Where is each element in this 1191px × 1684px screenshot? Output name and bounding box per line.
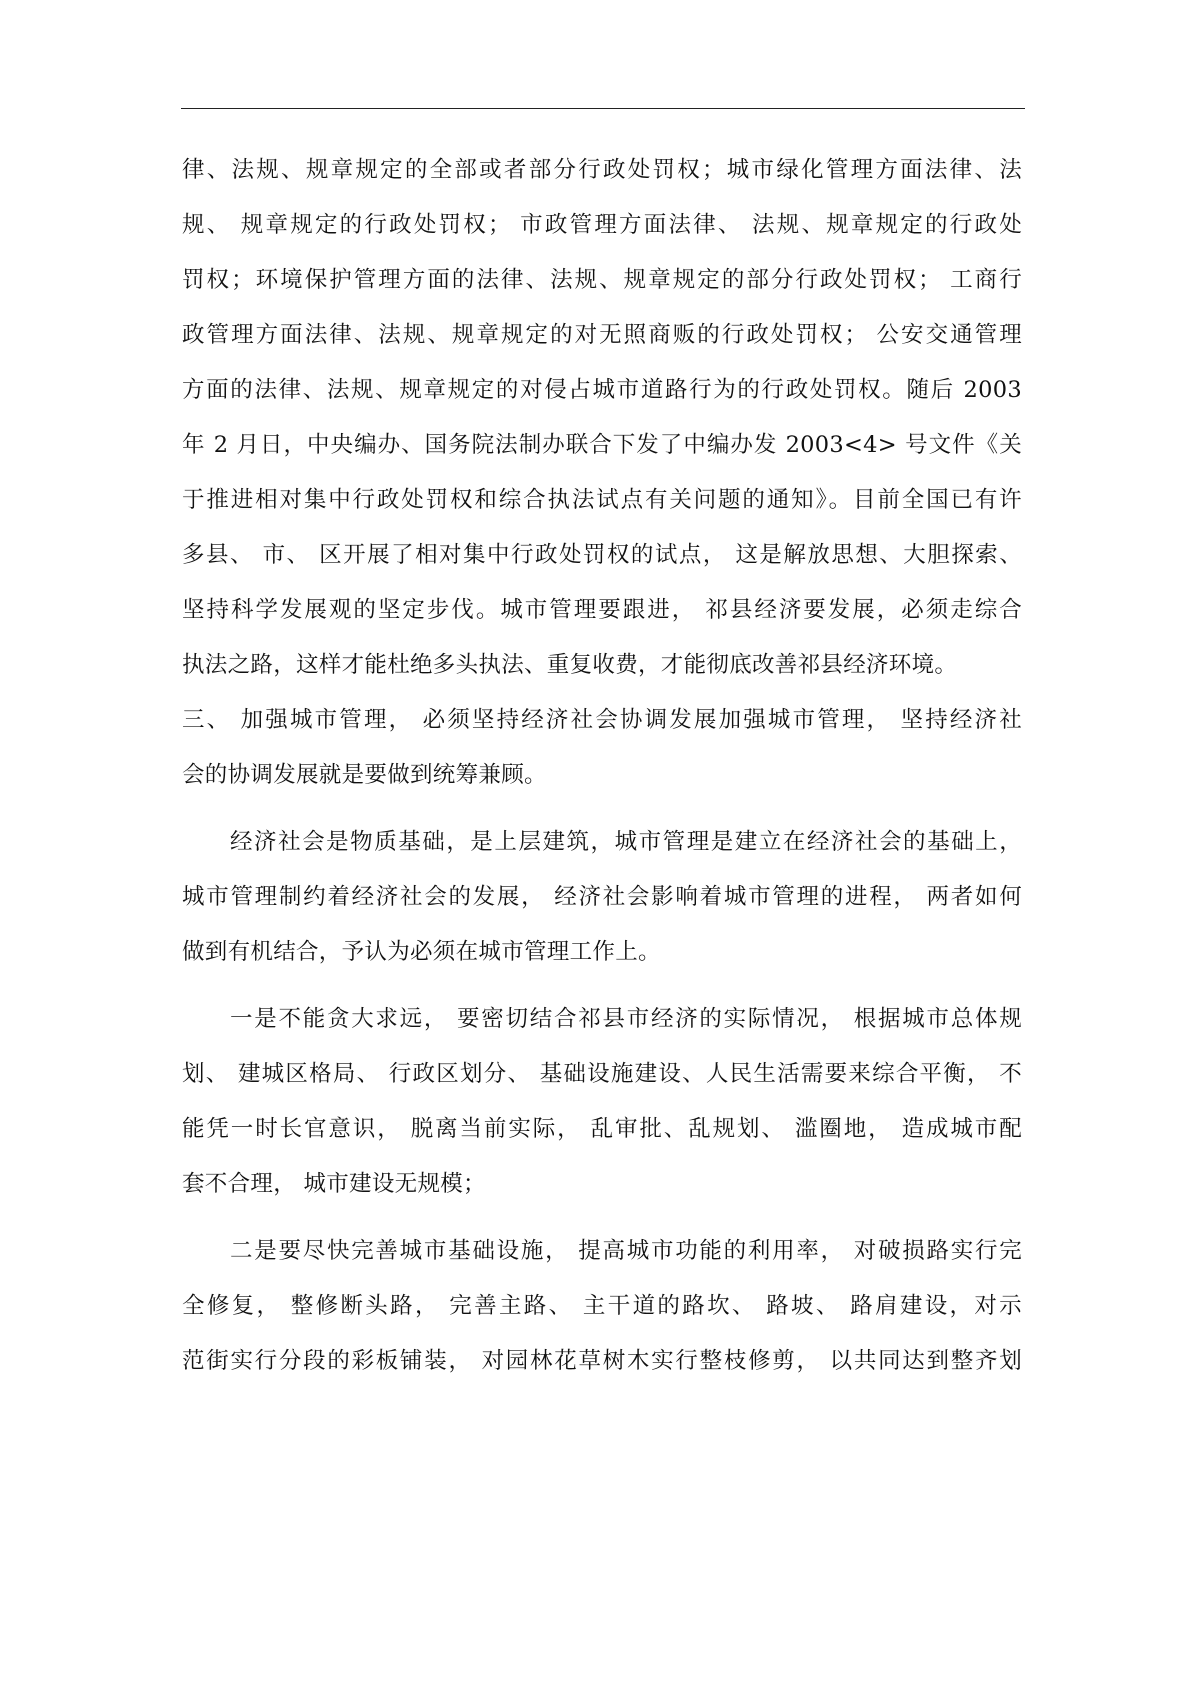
paragraph-first-line: 经济社会是物质基础，是上层建筑，城市管理是建立在经济社会的基础上， [230, 829, 1022, 855]
text-line: 能凭一时长官意识， 脱离当前实际， 乱审批、乱规划、 滥圈地， 造成城市配 [182, 1116, 1022, 1142]
text-line: 多县、 市、 区开展了相对集中行政处罚权的试点， 这是解放思想、大胆探索、 [182, 542, 1022, 568]
paragraph-first-line: 二是要尽快完善城市基础设施， 提高城市功能的利用率， 对破损路实行完 [230, 1238, 1022, 1264]
text-line: 律、法规、规章规定的全部或者部分行政处罚权；城市绿化管理方面法律、法 [182, 157, 1022, 183]
text-line: 坚持科学发展观的坚定步伐。城市管理要跟进， 祁县经济要发展，必须走综合 [182, 597, 1022, 623]
text-line: 方面的法律、法规、规章规定的对侵占城市道路行为的行政处罚权。随后 2003 [182, 377, 1022, 403]
text-line: 范街实行分段的彩板铺装， 对园林花草树木实行整枝修剪， 以共同达到整齐划 [182, 1348, 1022, 1374]
text-line: 执法之路，这样才能杜绝多头执法、重复收费，才能彻底改善祁县经济环境。 [182, 652, 958, 678]
text-line: 全修复， 整修断头路， 完善主路、 主干道的路坎、 路坡、 路肩建设，对示 [182, 1293, 1022, 1319]
section-heading-line: 三、 加强城市管理， 必须坚持经济社会协调发展加强城市管理， 坚持经济社 [182, 707, 1022, 733]
text-line: 套不合理， 城市建设无规模； [182, 1171, 486, 1197]
text-line: 规、 规章规定的行政处罚权； 市政管理方面法律、 法规、规章规定的行政处 [182, 212, 1022, 238]
paragraph-first-line: 一是不能贪大求远， 要密切结合祁县市经济的实际情况， 根据城市总体规 [230, 1006, 1022, 1032]
text-line: 城市管理制约着经济社会的发展， 经济社会影响着城市管理的进程， 两者如何 [182, 884, 1022, 910]
header-rule [181, 108, 1025, 109]
text-line: 于推进相对集中行政处罚权和综合执法试点有关问题的通知》。目前全国已有许 [182, 487, 1022, 513]
text-line: 做到有机结合，予认为必须在城市管理工作上。 [182, 939, 661, 965]
text-line: 政管理方面法律、法规、规章规定的对无照商贩的行政处罚权； 公安交通管理 [182, 322, 1022, 348]
text-line: 罚权；环境保护管理方面的法律、法规、规章规定的部分行政处罚权； 工商行 [182, 267, 1022, 293]
text-line: 年 2 月日，中央编办、国务院法制办联合下发了中编办发 2003<4> 号文件《关 [182, 432, 1022, 458]
text-line: 划、 建城区格局、 行政区划分、 基础设施建设、人民生活需要来综合平衡， 不 [182, 1061, 1022, 1087]
text-line: 会的协调发展就是要做到统筹兼顾。 [182, 762, 547, 788]
